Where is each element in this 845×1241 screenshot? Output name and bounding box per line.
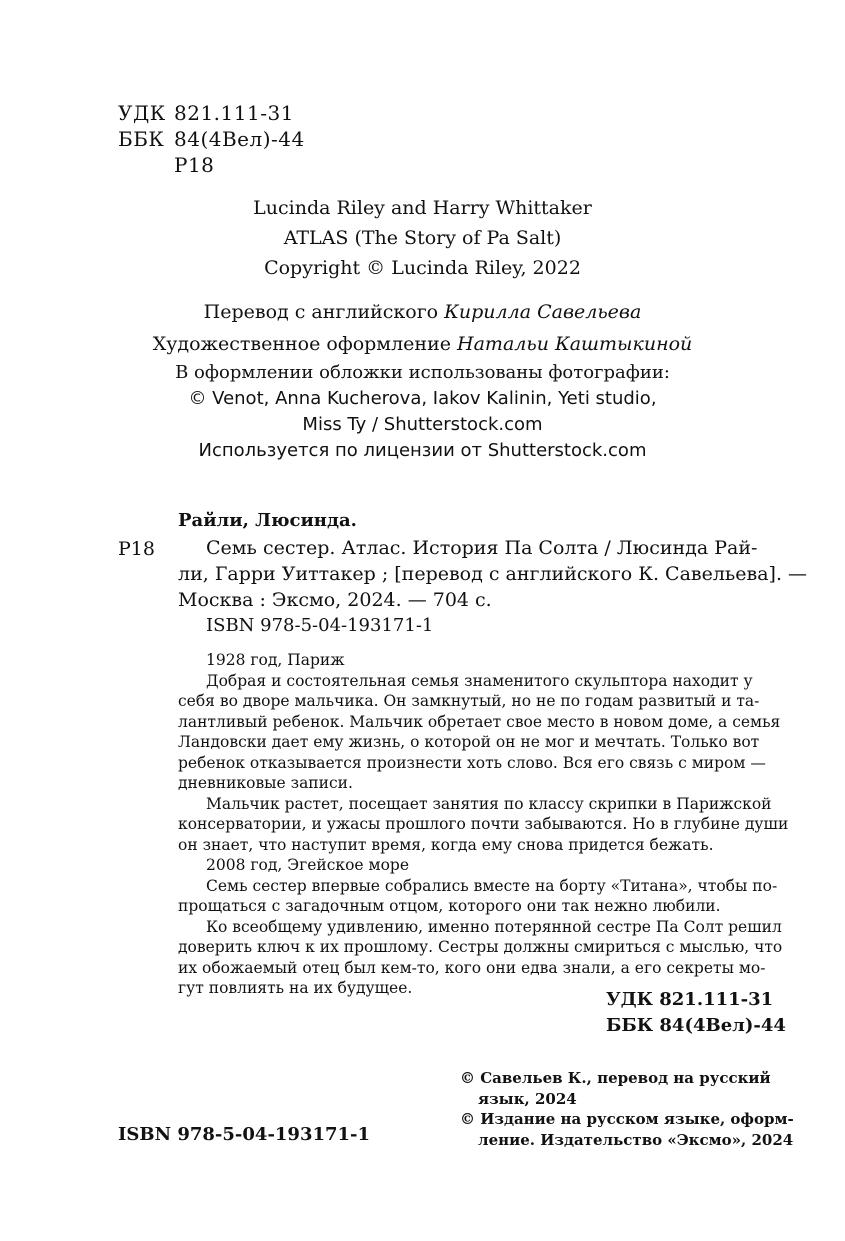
translator-prefix: Перевод с английского — [203, 301, 439, 323]
footer-isbn: ISBN 978-5-04-193171-1 — [118, 1124, 371, 1145]
original-credits — [0, 193, 845, 283]
udk-label: УДК — [118, 101, 166, 125]
udk-value: 821.111-31 — [174, 101, 294, 125]
bib-author: Райли, Люсинда. — [178, 510, 357, 531]
author-mark: Р18 — [174, 153, 215, 177]
classification-codes — [118, 100, 305, 178]
summary-heading-2: 2008 год, Эгейское море — [206, 856, 409, 874]
summary-line: консерватории, и ужасы прошлого почти забываются. Но в глубине души — [178, 815, 789, 833]
translation-credits — [0, 296, 845, 360]
bbk-label: ББК — [118, 127, 165, 151]
summary-line: Добрая и состоятельная семья знаменитого скульптора находит у — [206, 671, 753, 690]
translator-line — [0, 296, 845, 328]
copyright-edition: © Издание на русском языке, оформ- — [460, 1110, 794, 1128]
summary-part-1 — [178, 650, 789, 855]
summary-line: гут повлиять на их будущее. — [178, 979, 413, 997]
summary-line: доверить ключ к их прошлому. Сестры должны смириться с мыслью, что — [178, 938, 783, 956]
copyright-translation: © Савельев К., перевод на русский — [460, 1069, 771, 1087]
bbk-value: 84(4Вел)-44 — [174, 127, 305, 151]
footer-bbk: ББК 84(4Вел)-44 — [606, 1015, 786, 1036]
udk-row — [118, 100, 305, 126]
designer-line — [0, 328, 845, 360]
summary-line: Семь сестер впервые собрались вместе на борту «Титана», чтобы по- — [206, 876, 778, 895]
summary-part-2 — [178, 855, 783, 999]
summary-line: Ландовски дает ему жизнь, о которой он не мог и мечтать. Только вот — [178, 733, 760, 751]
photo-line-3: Miss Ty / Shutterstock.com — [302, 414, 543, 435]
photo-line-4: Используется по лицензии от Shutterstock.com — [198, 440, 647, 461]
summary-line: себя во дворе мальчика. Он замкнутый, но не по годам развитый и та- — [178, 692, 760, 710]
original-authors: Lucinda Riley and Harry Whittaker — [253, 197, 592, 219]
summary-line: лантливый ребенок. Мальчик обретает свое место в новом доме, а семья — [178, 712, 781, 731]
translator-name: Кирилла Савельева — [444, 301, 642, 323]
summary-line: Мальчик растет, посещает занятия по классу скрипки в Парижской — [206, 794, 772, 813]
footer-codes — [606, 987, 786, 1039]
summary-line: их обожаемый отец был кем-то, кого они едва знали, а его секреты мо- — [178, 958, 766, 977]
summary-line: Ко всеобщему удивлению, именно потерянной сестре Па Солт решил — [206, 917, 782, 936]
designer-prefix: Художественное оформление — [152, 333, 451, 355]
photo-credits — [0, 360, 845, 464]
original-title: ATLAS (The Story of Pa Salt) — [283, 227, 562, 249]
copyright-translation-cont: язык, 2024 — [478, 1089, 577, 1108]
summary-heading-1: 1928 год, Париж — [206, 651, 345, 669]
bib-line-3: Москва : Эксмо, 2024. — 704 с. — [178, 589, 492, 611]
bib-isbn: ISBN 978-5-04-193171-1 — [206, 615, 434, 636]
author-mark-row — [118, 152, 305, 178]
bib-description — [178, 535, 808, 613]
copyright-edition-cont: ление. Издательство «Эксмо», 2024 — [478, 1130, 794, 1149]
summary-line: ребенок отказывается произнести хоть слово. Вся его связь с миром — — [178, 753, 766, 772]
footer-udk: УДК 821.111-31 — [606, 989, 774, 1010]
bib-line-1: Семь сестер. Атлас. История Па Солта / Люсинда Рай- — [206, 537, 758, 559]
summary-line: он знает, что наступит время, когда ему снова придется бежать. — [178, 835, 714, 854]
bib-line-2: ли, Гарри Уиттакер ; [перевод с английского К. Савельева]. — — [178, 563, 808, 585]
footer-copyrights — [460, 1068, 794, 1150]
photo-line-2: © Venot, Anna Kucherova, Iakov Kalinin, Yeti studio, — [188, 388, 657, 409]
bbk-row — [118, 126, 305, 152]
designer-name: Натальи Каштыкиной — [457, 333, 693, 355]
summary-line: дневниковые записи. — [178, 774, 353, 792]
original-copyright: Copyright © Lucinda Riley, 2022 — [264, 257, 581, 279]
bib-code: Р18 — [118, 538, 155, 560]
photo-line-1: В оформлении обложки использованы фотографии: — [175, 362, 670, 383]
summary-line: прощаться с загадочным отцом, которого они так нежно любили. — [178, 897, 721, 915]
